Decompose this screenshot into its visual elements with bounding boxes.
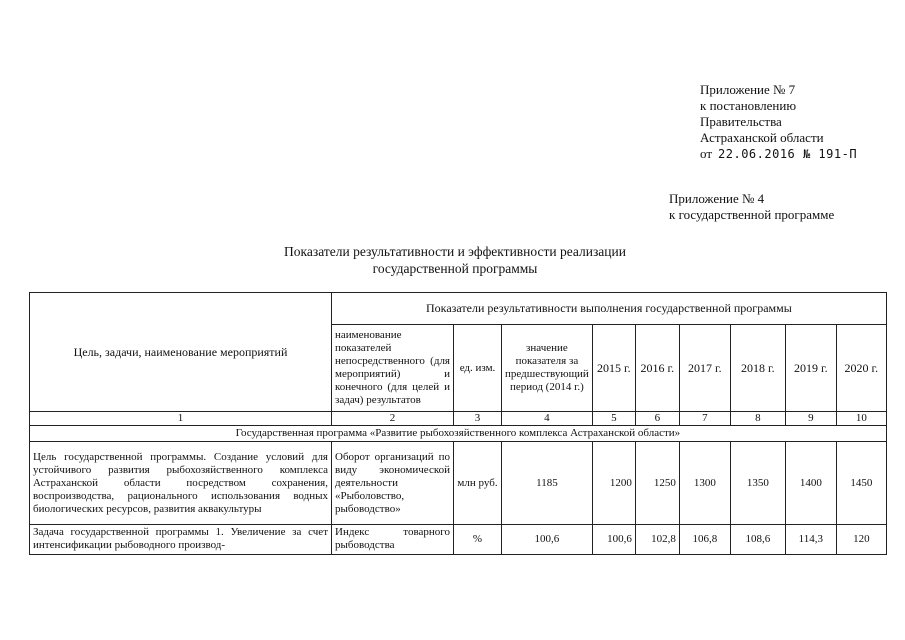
unit-cell: % — [454, 525, 502, 555]
column-number: 3 — [454, 412, 502, 426]
value-2018-cell: 108,6 — [730, 525, 785, 555]
document-title-line-1: Показатели результативности и эффективности реализации — [284, 244, 626, 259]
program-row: Государственная программа «Развитие рыбохозяйственного комплекса Астраханской области» — [30, 426, 887, 442]
value-2017-cell: 106,8 — [679, 525, 730, 555]
column-number: 10 — [836, 412, 886, 426]
unit-cell: млн руб. — [454, 442, 502, 525]
base-value-cell: 1185 — [502, 442, 593, 525]
header-year-2018: 2018 г. — [730, 325, 785, 412]
annex-7-date — [700, 146, 857, 162]
value-2020-cell: 1450 — [836, 442, 886, 525]
column-number: 7 — [679, 412, 730, 426]
value-2018-cell: 1350 — [730, 442, 785, 525]
annex-4-block — [669, 191, 834, 223]
indicator-cell: Оборот организаций по виду экономической деятельности «Рыболовство, рыбоводство» — [332, 442, 454, 525]
header-year-2016: 2016 г. — [635, 325, 679, 412]
value-2016-cell: 1250 — [635, 442, 679, 525]
goal-cell: Задача государственной программы 1. Увеличение за счет интенсификации рыбоводного производ- — [30, 525, 332, 555]
header-goals: Цель, задачи, наименование мероприятий — [30, 293, 332, 412]
header-year-2020: 2020 г. — [836, 325, 886, 412]
header-indicators-group: Показатели результативности выполнения государственной программы — [332, 293, 887, 325]
column-number: 6 — [635, 412, 679, 426]
header-year-2019: 2019 г. — [785, 325, 836, 412]
header-year-2015: 2015 г. — [592, 325, 635, 412]
table-row — [30, 525, 887, 555]
value-2017-cell: 1300 — [679, 442, 730, 525]
document-title — [200, 243, 710, 277]
annex-4-ref: к государственной программе — [669, 207, 835, 222]
annex-7-number: Приложение № 7 — [700, 82, 796, 97]
indicators-table — [29, 292, 887, 555]
document-title-line-2: государственной программы — [372, 261, 538, 276]
value-2015-cell: 100,6 — [592, 525, 635, 555]
column-number: 4 — [502, 412, 593, 426]
header-base-value: значение показателя за предшествующий период (2014 г.) — [502, 325, 593, 412]
value-2015-cell: 1200 — [592, 442, 635, 525]
value-2020-cell: 120 — [836, 525, 886, 555]
annex-4-number: Приложение № 4 — [669, 191, 765, 206]
annex-7-authority: Правительства — [700, 114, 782, 129]
column-number: 8 — [730, 412, 785, 426]
value-2019-cell: 114,3 — [785, 525, 836, 555]
header-unit: ед. изм. — [454, 325, 502, 412]
column-number: 2 — [332, 412, 454, 426]
column-number: 5 — [592, 412, 635, 426]
annex-7-ref: к постановлению — [700, 98, 797, 113]
table-row — [30, 442, 887, 525]
column-number: 1 — [30, 412, 332, 426]
header-year-2017: 2017 г. — [679, 325, 730, 412]
annex-7-region: Астраханской области — [700, 130, 824, 145]
column-number: 9 — [785, 412, 836, 426]
value-2019-cell: 1400 — [785, 442, 836, 525]
annex-7-date-prefix: от — [700, 146, 713, 161]
base-value-cell: 100,6 — [502, 525, 593, 555]
annex-7-block — [700, 82, 857, 162]
annex-7-date-value: 22.06.2016 № 191-П — [718, 147, 858, 161]
header-indicator-name: наименование показателей непосредственного (для мероприятий) и конечного (для целей и задач) результатов — [332, 325, 454, 412]
indicator-cell: Индекс товарного рыбоводства — [332, 525, 454, 555]
goal-cell: Цель государственной программы. Создание условий для устойчивого развития рыбохозяйственного комплекса Астраханской области посредством сохранения, воспроизводства, рационального использования водных биологических ресурсов, развития аквакультуры — [30, 442, 332, 525]
value-2016-cell: 102,8 — [635, 525, 679, 555]
